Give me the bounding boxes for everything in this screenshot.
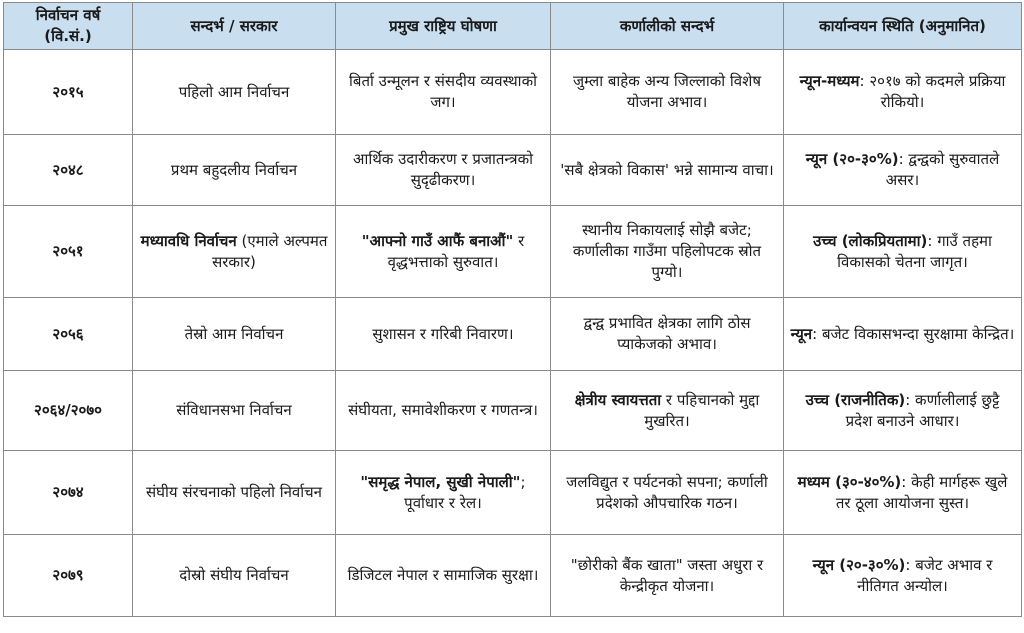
cell-text: : २०१७ को कदमले प्रक्रिया रोकियो। [859, 72, 1006, 111]
cell-text: संघीयता, समावेशीकरण र गणतन्त्र। [348, 401, 538, 419]
cell-karnali [551, 298, 784, 371]
cell-status [784, 451, 1022, 535]
cell-karnali [551, 135, 784, 206]
cell-text-bold: क्षेत्रीय स्वायत्तता [574, 390, 662, 409]
header-status: कार्यान्वयन स्थिति (अनुमानित) [784, 3, 1022, 50]
cell-karnali [551, 206, 784, 298]
cell-text: जुम्ला बाहेक अन्य जिल्लाको विशेष योजना अभाव। [572, 72, 762, 111]
table-row [4, 535, 1022, 617]
cell-text: द्वन्द्व प्रभावित क्षेत्रका लागि ठोस प्याकेजको अभाव। [583, 314, 751, 353]
cell-context [133, 298, 336, 371]
cell-karnali [551, 371, 784, 451]
cell-declaration [336, 451, 551, 535]
cell-context [133, 535, 336, 617]
cell-status [784, 298, 1022, 371]
cell-text: : बजेट अभाव र नीतिगत अन्योल। [857, 555, 993, 595]
cell-text: "छोरीको बैंक खाता" जस्ता अधुरा र केन्द्रीकृत योजना। [570, 555, 764, 595]
cell-text: स्थानीय निकायलाई सोझै बजेट; कर्णालीका गाउँमा पहिलोपटक स्रोत पुग्यो। [572, 221, 762, 281]
cell-year: २०५१ [4, 206, 133, 298]
election-table [3, 2, 1022, 617]
cell-text: जलविद्युत र पर्यटनको सपना; कर्णाली प्रदेशको औपचारिक गठन। [566, 472, 768, 512]
header-context: सन्दर्भ / सरकार [133, 3, 336, 50]
cell-text: र वृद्धभत्ताको सुरुवात। [387, 231, 525, 271]
cell-text: डिजिटल नेपाल र सामाजिक सुरक्षा। [347, 566, 539, 584]
cell-context [133, 135, 336, 206]
table-row [4, 206, 1022, 298]
cell-karnali [551, 50, 784, 135]
cell-text-bold: "आफ्नो गाउँ आफैं बनाऔं" [361, 231, 514, 250]
cell-text: (एमाले अल्पमत सरकार) [212, 231, 328, 271]
cell-status [784, 135, 1022, 206]
cell-karnali [551, 535, 784, 617]
cell-text-bold: उच्च (लोकप्रियतामा) [813, 231, 928, 250]
cell-context [133, 451, 336, 535]
cell-status [784, 371, 1022, 451]
cell-text: तेस्रो आम निर्वाचन [184, 324, 284, 343]
cell-text: : कर्णालीलाई छुट्टै प्रदेश बनाउने आधार। [845, 390, 1000, 430]
cell-text-bold: न्यून [790, 324, 813, 343]
cell-text-bold: उच्च (राजनीतिक) [805, 390, 906, 409]
cell-text: : केही मार्गहरू खुले तर ठूला आयोजना सुस्त। [835, 472, 1008, 512]
cell-text-bold: मध्यम (३०-४०%) [797, 472, 902, 491]
cell-year: २०७९ [4, 535, 133, 617]
cell-text: दोस्रो संघीय निर्वाचन [179, 566, 289, 584]
cell-declaration [336, 535, 551, 617]
cell-context [133, 371, 336, 451]
cell-year: २०१५ [4, 50, 133, 135]
cell-declaration [336, 135, 551, 206]
cell-text: : गाउँ तहमा विकासको चेतना जागृत। [837, 231, 992, 271]
cell-text-bold: न्यून (२०-३०%) [805, 150, 899, 168]
cell-declaration [336, 50, 551, 135]
cell-context [133, 50, 336, 135]
cell-year: २०५६ [4, 298, 133, 371]
cell-year: २०६४/२०७० [4, 371, 133, 451]
cell-text: : बजेट विकासभन्दा सुरक्षामा केन्द्रित। [812, 324, 1015, 343]
cell-text-bold: "समृद्ध नेपाल, सुखी नेपाली" [360, 472, 521, 491]
header-row [4, 3, 1022, 50]
cell-text: बिर्ता उन्मूलन र संसदीय व्यवस्थाको जग। [349, 72, 537, 111]
cell-status [784, 535, 1022, 617]
cell-context [133, 206, 336, 298]
cell-text: संविधानसभा निर्वाचन [176, 401, 292, 419]
table-row [4, 298, 1022, 371]
cell-text: आर्थिक उदारीकरण र प्रजातन्त्रको सुदृढीकरण। [352, 150, 533, 189]
cell-declaration [336, 206, 551, 298]
cell-status [784, 206, 1022, 298]
cell-text: : द्वन्द्वको सुरुवातले असर। [885, 150, 1000, 189]
cell-text-bold: न्यून-मध्यम [799, 72, 860, 90]
cell-text: प्रथम बहुदलीय निर्वाचन [170, 160, 298, 179]
cell-karnali [551, 451, 784, 535]
table-row [4, 50, 1022, 135]
cell-declaration [336, 298, 551, 371]
cell-text-bold: न्यून (२०-३०%) [812, 555, 906, 574]
cell-text: 'सबै क्षेत्रको विकास' भन्ने सामान्य वाचा। [560, 160, 774, 179]
table-row [4, 135, 1022, 206]
table-row [4, 451, 1022, 535]
header-year: निर्वाचन वर्ष (वि.सं.) [4, 3, 133, 50]
cell-text-bold: मध्यावधि निर्वाचन [140, 231, 237, 250]
cell-text: र पहिचानको मुद्दा मुखरित। [644, 390, 760, 430]
table-row [4, 371, 1022, 451]
cell-declaration [336, 371, 551, 451]
cell-text: संघीय संरचनाको पहिलो निर्वाचन [145, 483, 323, 501]
cell-year: २०४८ [4, 135, 133, 206]
cell-text: सुशासन र गरिबी निवारण। [372, 324, 514, 343]
cell-status [784, 50, 1022, 135]
cell-text: ; पूर्वाधार र रेल। [404, 472, 526, 512]
cell-text: पहिलो आम निर्वाचन [178, 82, 290, 101]
cell-year: २०७४ [4, 451, 133, 535]
header-declaration: प्रमुख राष्ट्रिय घोषणा [336, 3, 551, 50]
header-karnali: कर्णालीको सन्दर्भ [551, 3, 784, 50]
